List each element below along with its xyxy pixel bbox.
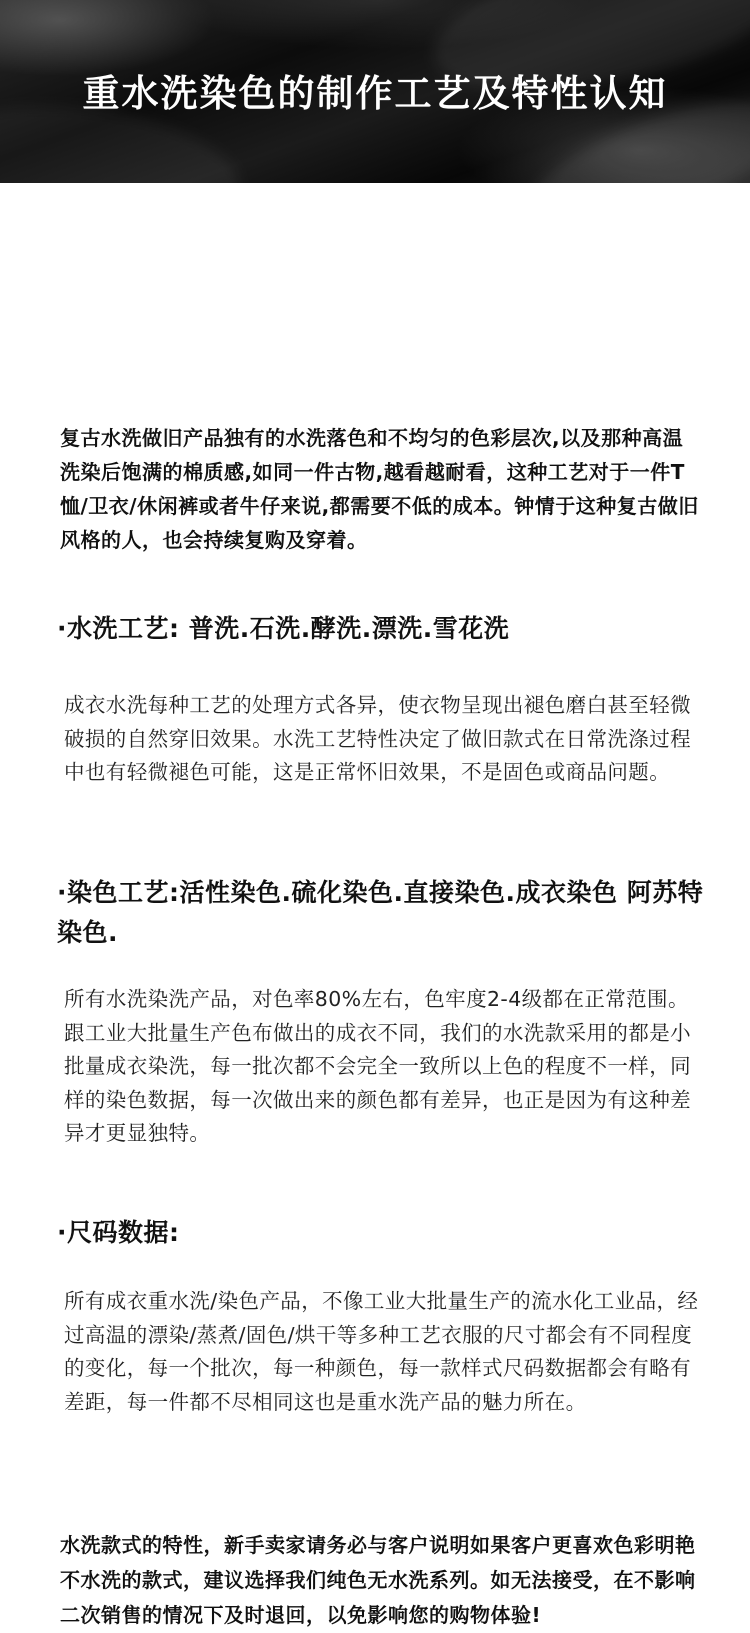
section-title-washing: ·水洗工艺: 普洗.石洗.酵洗.漂洗.雪花洗 <box>57 614 510 643</box>
header-banner <box>0 0 750 183</box>
section-title-dyeing: ·染色工艺:活性染色.硫化染色.直接染色.成衣染色 阿苏特染色. <box>57 878 704 947</box>
intro-paragraph: 复古水洗做旧产品独有的水洗落色和不均匀的色彩层次,以及那种高温洗染后饱满的棉质感,如同一件古物,越看越耐看，这种工艺对于一件T恤/卫衣/休闲裤或者牛仔来说,都需要不低的成本。钟情于这种复古做旧风格的人，也会持续复购及穿着。 <box>60 426 699 552</box>
section-body-dyeing: 所有水洗染洗产品，对色率80%左右，色牢度2-4级都在正常范围。跟工业大批量生产色布做出的成衣不同，我们的水洗款采用的都是小批量成衣染洗，每一批次都不会完全一致所以上色的程度不一样，同样的染色数据，每一次做出来的颜色都有差异，也正是因为有这种差异才更显独特。 <box>64 987 691 1145</box>
page-title: 重水洗染色的制作工艺及特性认知 <box>82 72 668 115</box>
section-body-washing: 成衣水洗每种工艺的处理方式各异，使衣物呈现出褪色磨白甚至轻微破损的自然穿旧效果。水洗工艺特性决定了做旧款式在日常洗涤过程中也有轻微褪色可能，这是正常怀旧效果，不是固色或商品问题。 <box>64 693 691 784</box>
section-body-sizing: 所有成衣重水洗/染色产品，不像工业大批量生产的流水化工业品，经过高温的漂染/蒸煮/固色/烘干等多种工艺衣服的尺寸都会有不同程度的变化，每一个批次，每一种颜色，每一款样式尺码数据都会有略有差距，每一件都不尽相同这也是重水洗产品的魅力所在。 <box>64 1289 699 1414</box>
notice-paragraph: 水洗款式的特性，新手卖家请务必与客户说明如果客户更喜欢色彩明艳不水洗的款式，建议选择我们纯色无水洗系列。如无法接受，在不影响二次销售的情况下及时退回，以免影响您的购物体验! <box>60 1533 696 1627</box>
section-title-sizing: ·尺码数据: <box>57 1218 180 1247</box>
